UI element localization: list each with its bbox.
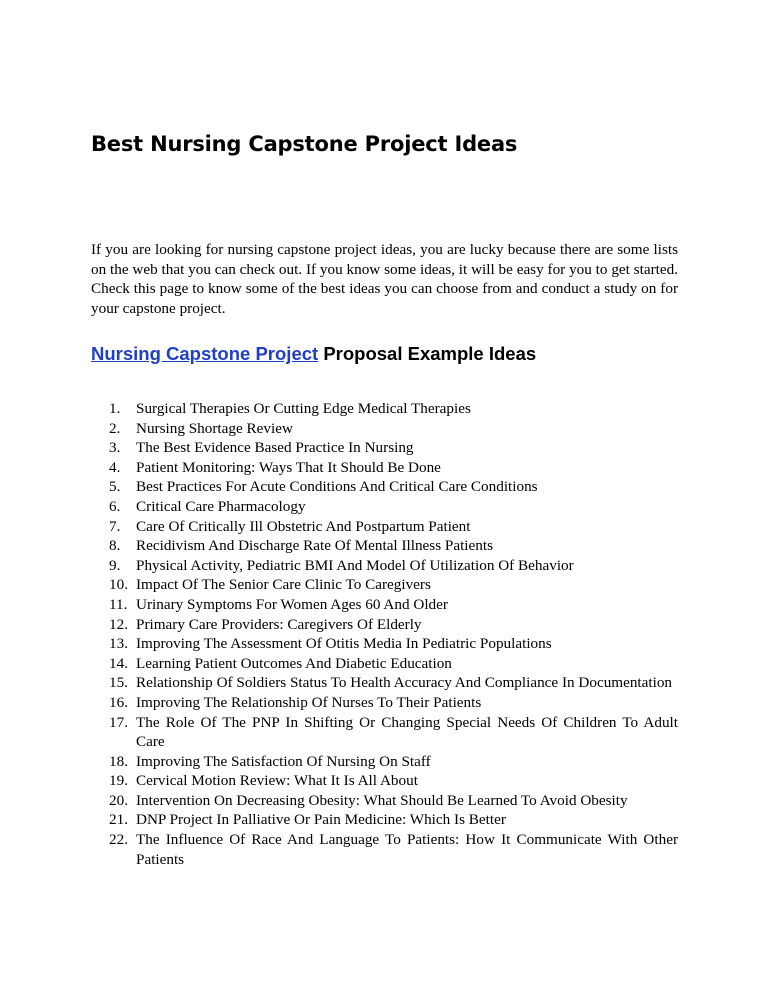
list-item-number: 12. bbox=[109, 615, 128, 633]
list-item-number: 3. bbox=[109, 439, 121, 457]
list-item-text: Relationship Of Soldiers Status To Health Accuracy And Compliance In Documentation bbox=[136, 674, 673, 692]
intro-paragraph: If you are looking for nursing capstone project ideas, you are lucky because there are some lists on the web that you can check out. If you know some ideas, it will be easy for you to get started. Check this page to know some of the best ideas you can choose from and conduct a study on for your capstone project. bbox=[91, 241, 678, 318]
list-item bbox=[91, 634, 678, 654]
list-item bbox=[91, 595, 678, 615]
list-item-number: 1. bbox=[109, 400, 121, 417]
list-item-number: 18. bbox=[109, 752, 128, 770]
list-item bbox=[91, 419, 678, 439]
list-item-number: 11. bbox=[109, 595, 128, 613]
section-heading bbox=[91, 343, 536, 365]
list-item-number: 16. bbox=[109, 693, 128, 711]
list-item bbox=[91, 575, 678, 595]
list-item-number: 14. bbox=[109, 654, 128, 672]
list-item-number: 15. bbox=[109, 674, 128, 692]
list-item-text: Critical Care Pharmacology bbox=[136, 497, 306, 515]
list-item-number: 17. bbox=[109, 713, 128, 731]
list-item-text: DNP Project In Palliative Or Pain Medicine: Which Is Better bbox=[136, 811, 506, 829]
list-item-text: Learning Patient Outcomes And Diabetic Education bbox=[136, 654, 452, 672]
ideas-list bbox=[91, 399, 678, 869]
list-item bbox=[91, 752, 678, 772]
list-item-number: 9. bbox=[109, 556, 121, 574]
list-item-text: Nursing Shortage Review bbox=[136, 419, 293, 437]
list-item bbox=[91, 399, 678, 419]
list-item-text: Patient Monitoring: Ways That It Should Be Done bbox=[136, 458, 441, 476]
list-item bbox=[91, 830, 678, 869]
list-item bbox=[91, 517, 678, 537]
list-item-text: Urinary Symptoms For Women Ages 60 And Older bbox=[136, 595, 448, 613]
list-item-number: 6. bbox=[109, 497, 121, 515]
list-item-text: The Role Of The PNP In Shifting Or Changing Special Needs Of Children To Adult Care bbox=[136, 713, 678, 751]
list-item-text: Physical Activity, Pediatric BMI And Model Of Utilization Of Behavior bbox=[136, 556, 574, 574]
list-item bbox=[91, 438, 678, 458]
list-item bbox=[91, 536, 678, 556]
list-item-text: Intervention On Decreasing Obesity: What Should Be Learned To Avoid Obesity bbox=[136, 791, 628, 809]
list-item bbox=[91, 810, 678, 830]
list-item-number: 22. bbox=[109, 831, 128, 849]
list-item-text: Cervical Motion Review: What It Is All About bbox=[136, 772, 418, 790]
list-item-text: The Best Evidence Based Practice In Nursing bbox=[136, 439, 414, 457]
list-item bbox=[91, 693, 678, 713]
list-item-text: Primary Care Providers: Caregivers Of Elderly bbox=[136, 615, 422, 633]
list-item bbox=[91, 713, 678, 752]
list-item bbox=[91, 771, 678, 791]
list-item-number: 21. bbox=[109, 811, 128, 829]
list-item-text: Improving The Satisfaction Of Nursing On Staff bbox=[136, 752, 431, 770]
list-item bbox=[91, 458, 678, 478]
list-item-number: 4. bbox=[109, 458, 121, 476]
page-title: Best Nursing Capstone Project Ideas bbox=[91, 132, 518, 156]
list-item-number: 7. bbox=[109, 517, 121, 535]
list-item-number: 13. bbox=[109, 635, 128, 653]
list-item bbox=[91, 477, 678, 497]
list-item-number: 5. bbox=[109, 478, 121, 496]
list-item-text: Surgical Therapies Or Cutting Edge Medical Therapies bbox=[136, 400, 471, 417]
list-item-text: Improving The Assessment Of Otitis Media In Pediatric Populations bbox=[136, 635, 552, 653]
list-item-text: Care Of Critically Ill Obstetric And Postpartum Patient bbox=[136, 517, 471, 535]
list-item-text: Improving The Relationship Of Nurses To Their Patients bbox=[136, 693, 482, 711]
list-item bbox=[91, 654, 678, 674]
list-item bbox=[91, 673, 678, 693]
list-item-text: Impact Of The Senior Care Clinic To Caregivers bbox=[136, 576, 431, 594]
list-item-text: Recidivism And Discharge Rate Of Mental Illness Patients bbox=[136, 537, 493, 555]
list-item bbox=[91, 615, 678, 635]
list-item bbox=[91, 556, 678, 576]
list-item-text: The Influence Of Race And Language To Patients: How It Communicate With Other Patients bbox=[136, 831, 678, 868]
list-item-number: 10. bbox=[109, 576, 128, 594]
list-item-number: 2. bbox=[109, 419, 121, 437]
list-item-text: Best Practices For Acute Conditions And Critical Care Conditions bbox=[136, 478, 538, 496]
list-item bbox=[91, 497, 678, 517]
list-item-number: 8. bbox=[109, 537, 121, 555]
list-item-number: 20. bbox=[109, 791, 128, 809]
list-item bbox=[91, 791, 678, 811]
list-item-number: 19. bbox=[109, 772, 128, 790]
section-heading-rest: Proposal Example Ideas bbox=[323, 343, 537, 364]
nursing-capstone-project-link[interactable]: Nursing Capstone Project bbox=[91, 343, 319, 364]
